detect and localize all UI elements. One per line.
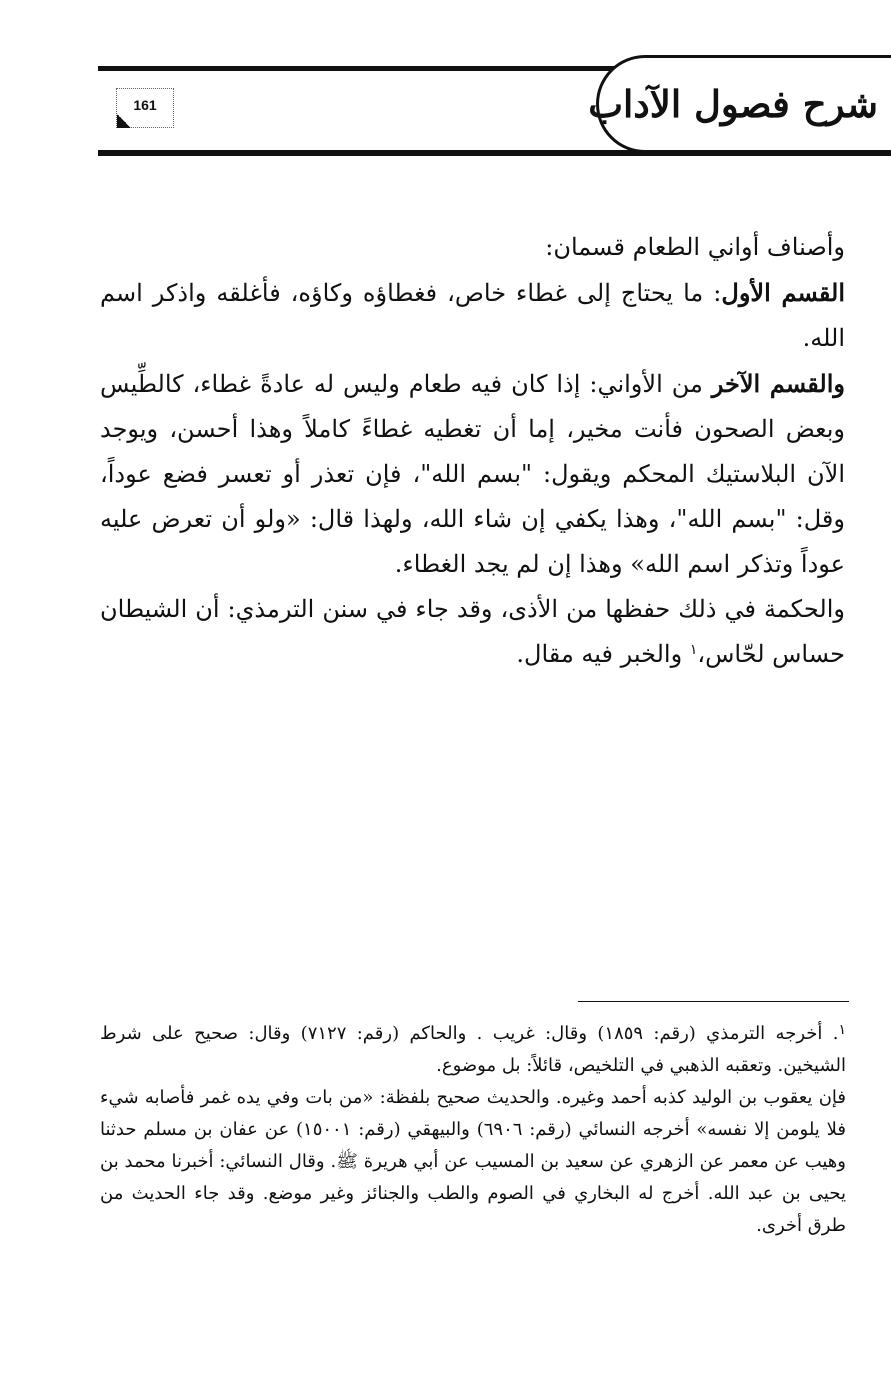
footnote-paragraph-1 xyxy=(100,1018,846,1082)
footnote-reference: ١ xyxy=(689,642,698,658)
section-one-text: : ما يحتاج إلى غطاء خاص، فغطاؤه وكاؤه، فأغلقه واذكر اسم الله. xyxy=(100,279,845,352)
wisdom-paragraph xyxy=(100,587,845,677)
section-one-label: القسم الأول xyxy=(721,278,845,307)
main-text xyxy=(100,225,845,677)
footnotes xyxy=(100,1018,846,1242)
page-number: 161 xyxy=(116,88,174,128)
section-one-paragraph xyxy=(100,270,845,361)
section-two-label: والقسم الآخر xyxy=(711,369,845,398)
wisdom-text-before-mark: والحكمة في ذلك حفظها من الأذى، وقد جاء في سنن الترمذي: أن الشيطان حساس لحّاس، xyxy=(100,595,845,668)
section-two-text: من الأواني: إذا كان فيه طعام وليس له عادةً غطاء، كالطِّيس وبعض الصحون فأنت مخير، إما أن تغطيه غطاءً كاملاً وهذا أحسن، ويوجد الآن البلاستيك المحكم ويقول: "بسم الله"، فإن تعذر أو تعسر فضع عوداً، وقل: "بسم الله"، وهذا يكفي إن شاء الله، ولهذا قال: «ولو أن تعرض عليه عوداً وتذكر اسم الله» وهذا إن لم يجد الغطاء. xyxy=(100,370,845,578)
footnote-paragraph-2: فإن يعقوب بن الوليد كذبه أحمد وغيره. والحديث صحيح بلفظة: «من بات وفي يده غمر فأصابه شيء فلا يلومن إلا نفسه» أخرجه النسائي (رقم: ٦٩٠٦) والبيهقي (رقم: ١٥٠٠١) عن عفان بن مسلم حدثنا وهيب عن معمر عن الزهري عن سعيد بن المسيب عن أبي هريرة ﷺ. وقال النسائي: أخبرنا محمد بن يحيى بن عبد الله. أخرج له البخاري في الصوم والطب والجنائز وغير موضع. وقد جاء الحديث من طرق أخرى. xyxy=(100,1087,846,1236)
footnote-separator xyxy=(578,1001,849,1002)
wisdom-text-after-mark: والخبر فيه مقال. xyxy=(516,640,690,668)
footnote-marker: ١ xyxy=(838,1022,846,1038)
intro-paragraph: وأصناف أواني الطعام قسمان: xyxy=(545,233,845,261)
section-two-paragraph xyxy=(100,361,845,587)
book-title: شرح فصول الآداب xyxy=(588,82,878,126)
footnote-text-1: . أخرجه الترمذي (رقم: ١٨٥٩) وقال: غريب . والحاكم (رقم: ٧١٢٧) وقال: صحيح على شرط الشيخين. وتعقبه الذهبي في التلخيص، قائلاً: بل موضوع. xyxy=(100,1023,846,1076)
